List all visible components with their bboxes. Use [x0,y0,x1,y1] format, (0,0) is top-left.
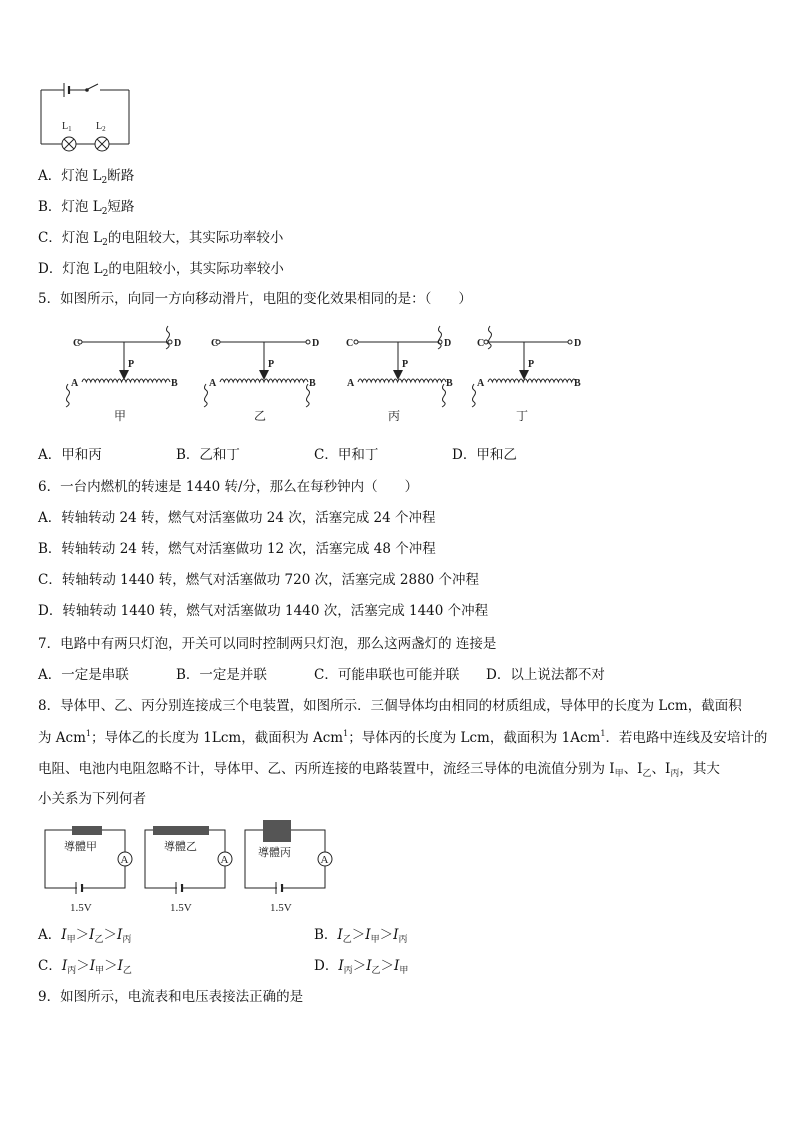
q7-stem: 7．电路中有两只灯泡，开关可以同时控制两只灯泡，那么这两盏灯的 连接是 [38,636,497,652]
q4-option-c: C．灯泡 $L_2$的电阻较大，其实际功率较小 [38,230,284,248]
q6-option-b: B．转轴转动 24 转，燃气对活塞做功 12 次，活塞完成 48 个冲程 [38,541,436,557]
conductor-bing-label: 導體丙 [258,847,291,859]
svg-text:B: B [171,378,178,389]
q8-option-b: B．$I_乙>I_甲>I_丙$ [314,927,408,945]
q8-option-a: A．$I_甲>I_乙>I_丙$ [38,927,132,945]
q7-option-d: D．以上说法都不对 [486,667,605,683]
q8-line-1: 8．导体甲、乙、丙分别连接成三个电装置，如图所示．三個导体均由相同的材质组成，导体甲的长度为 Lcm，截面积 [38,698,742,714]
svg-text:L1 [62,121,72,133]
q4-option-a: A．灯泡 $L_2$断路 [38,168,135,186]
q5-option-b: B．乙和丁 [176,447,240,463]
svg-text:C: C [211,338,219,349]
caption-yi: 乙 [254,409,267,423]
q8-option-d: D．$I_丙>I_乙>I_甲$ [314,958,409,976]
q8-line-3: 电阻、电池内电阻忽略不计，导体甲、乙、丙所连接的电路装置中，流经三导体的电流值分别为 $I_甲$、$I_乙$、$I_丙$，其大 [38,761,720,779]
svg-text:P: P [402,359,409,370]
q5-option-c: C．甲和丁 [314,447,379,463]
q8-option-c: C．$I_丙>I_甲>I_乙$ [38,958,132,976]
rheostat-bing [354,326,446,407]
svg-text:B: B [574,378,581,389]
caption-bing: 丙 [388,409,401,423]
svg-text:P: P [128,359,135,370]
svg-text:A: A [209,378,217,389]
svg-text:D: D [444,338,452,349]
svg-text:D: D [574,338,582,349]
q7-option-a: A．一定是串联 [38,667,129,683]
svg-text:L2 [96,121,106,133]
q8-line-4: 小关系为下列何者 [38,791,146,807]
svg-text:A: A [120,854,129,866]
q4-circuit-diagram [36,80,136,155]
svg-text:1.5V: 1.5V [70,902,92,914]
q5-stem: 5．如图所示，向同一方向移动滑片，电阻的变化效果相同的是：（ ） [38,291,472,307]
q7-option-c: C．可能串联也可能并联 [314,667,460,683]
rheostat-yi [204,340,310,407]
svg-text:C: C [73,338,81,349]
rheostat-ding [472,326,576,407]
svg-text:P: P [528,359,535,370]
rheostat-jia [66,326,172,407]
q7-option-b: B．一定是并联 [176,667,267,683]
svg-text:D: D [312,338,320,349]
svg-text:1.5V: 1.5V [270,902,292,914]
q4-option-b: B．灯泡 $L_2$短路 [38,199,135,217]
svg-text:P: P [268,359,275,370]
l1-sub: 1 [68,125,72,133]
caption-jia: 甲 [114,409,127,423]
l2-label: L [96,121,103,132]
svg-text:D: D [174,338,182,349]
svg-text:C: C [477,338,485,349]
q6-option-a: A．转轴转动 24 转，燃气对活塞做功 24 次，活塞完成 24 个冲程 [38,510,436,526]
svg-text:B: B [446,378,453,389]
l2-sub: 2 [102,125,106,133]
q6-option-d: D．转轴转动 1440 转，燃气对活塞做功 1440 次，活塞完成 1440 个冲程 [38,603,489,619]
svg-text:C: C [346,338,354,349]
svg-text:A: A [71,378,79,389]
q8-circuit-figures [40,816,340,916]
svg-text:A: A [220,854,229,866]
svg-text:A: A [320,854,329,866]
q4-option-d: D．灯泡 $L_2$的电阻较小，其实际功率较小 [38,261,284,279]
svg-text:A: A [347,378,355,389]
q8-line-2: 为 Acm$^1$；导体乙的长度为 1Lcm，截面积为 Acm$^1$；导体丙的长度为 Lcm，截面积为 1Acm$^1$．若电路中连线及安培计的 [38,729,768,746]
q5-rheostat-figures [40,322,600,430]
q9-stem: 9．如图所示，电流表和电压表接法正确的是 [38,989,304,1005]
conductor-jia-label: 導體甲 [64,841,97,853]
q6-option-c: C．转轴转动 1440 转，燃气对活塞做功 720 次，活塞完成 2880 个冲程 [38,572,480,588]
svg-text:B: B [309,378,316,389]
q5-option-d: D．甲和乙 [452,447,517,463]
l1-label: L [62,121,69,132]
caption-ding: 丁 [516,409,529,423]
q5-option-a: A．甲和丙 [38,447,102,463]
svg-text:A: A [477,378,485,389]
conductor-yi-label: 導體乙 [164,841,197,853]
svg-text:1.5V: 1.5V [170,902,192,914]
q6-stem: 6．一台内燃机的转速是 1440 转/分，那么在每秒钟内（ ） [38,479,419,495]
